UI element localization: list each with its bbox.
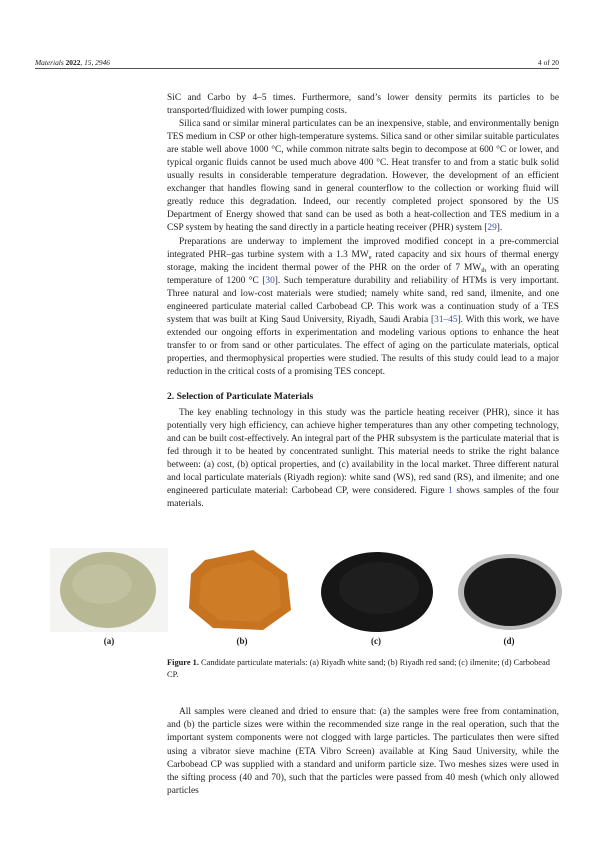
paragraph: Silica sand or similar mineral particulates can be an inexpensive, stable, and environmentally benign TES medium in CSP or other high-temperature systems. Silica sand or other similar suitable particulates are stable well above 1000 °C, while common nitrate salts begin to decompose at 600 °C or lower, and typical organic fluids cannot be used much above 400 °C. Heat transfer to and from a static bulk solid usually results in considerable temperature degradation. However, the development of an efficient exchanger that handles flowing sand in general counterflow to the collection or working fluid will greatly reduce this degradation. Indeed, our recently completed project sponsored by the US Department of Energy showed that sand can be used as both a heat-collection and TES medium in a CSP system by heating the sand directly in a particle heating receiver (PHR) system [29]. bbox=[167, 119, 559, 234]
subfigure-label: (d) bbox=[503, 636, 515, 646]
section-heading: 2. Selection of Particulate Materials bbox=[167, 391, 314, 403]
figure-1 bbox=[50, 548, 570, 644]
journal-citation: Materials 2022, 15, 2946 bbox=[35, 58, 110, 67]
figure-link[interactable]: 1 bbox=[448, 486, 453, 497]
ilmenite-photo bbox=[317, 548, 435, 632]
main-text bbox=[167, 92, 559, 511]
subfigure-label: (b) bbox=[236, 636, 248, 646]
running-header bbox=[35, 55, 559, 67]
carbobead-photo bbox=[450, 548, 568, 632]
subfigure-label: (c) bbox=[371, 636, 381, 646]
red-sand-photo bbox=[183, 548, 301, 632]
page-number: 4 of 20 bbox=[538, 58, 559, 67]
citation-link[interactable]: 30 bbox=[265, 275, 275, 286]
paragraph: All samples were cleaned and dried to ensure that: (a) the samples were free from contamination, and (b) the particle sizes were within the recommended size range in the real operation, such that the important system components were not clogged with large particles. The particulates then were sifted using a vibrator sieve machine (ETA Vibro Screen) available at King Saud University, while the Carbobead CP was supplied with a standard and uniform particle size. Two meshes sizes were used in the sifting process (40 and 70), such that the particles were passed from 40 mesh (which only allowed particles bbox=[167, 707, 559, 796]
paragraph: The key enabling technology in this study was the particle heating receiver (PHR), since it has potentially very high efficiency, can achieve higher temperatures than any other competing technology, and can be built cost-effectively. An integral part of the PHR subsystem is the particulate material that is fed through it to be heated by concentrated sunlight. This material needs to strike the right balance between: (a) cost, (b) optical properties, and (c) availability in the local market. Three different natural and local particulate materials (Riyadh region): white sand (WS), red sand (RS), and ilmenite; and one engineered particulate material: Carbobead CP, were considered. Figure 1 shows samples of the four materials. bbox=[167, 408, 559, 510]
subfigure-label: (a) bbox=[103, 636, 115, 646]
white-sand-photo bbox=[50, 548, 168, 632]
paragraph: Preparations are underway to implement the improved modified concept in a pre-commercial integrated PHR–gas turbine system with a 1.3 $MW_e$ rated capacity and six hours of thermal energy storage, making the incident thermal power of the PHR on the order of 7 $MW_{th}$ with an operating temperature of 1200 °C [30]. Such temperature durability and reliability of HTMs is very important. Three natural and low-cost materials were studied; namely white sand, red sand, ilmenite, and one engineered particulate material called Carbobead CP. This work was a continuation study of a TES system that was built at King Saud University, Riyadh, Saudi Arabia [31–45]. With this work, we have extended our ongoing efforts in experimentation and modeling various options to enhance the heat transfer to or from sand or other particulates. The effect of aging on the particulate materials, optical properties, and thermophysical properties were studied. The results of this study could lead to a major reduction in the critical costs of a promising TES concept. bbox=[167, 236, 560, 377]
figure-caption: Figure 1. Candidate particulate materials: (a) Riyadh white sand; (b) Riyadh red sand; (c) ilmenite; (d) Carbobead CP. bbox=[167, 658, 550, 679]
citation-link[interactable]: 29 bbox=[487, 223, 497, 234]
citation-link[interactable]: 31–45 bbox=[434, 314, 458, 325]
header-rule bbox=[35, 68, 559, 69]
main-text-continued bbox=[167, 697, 559, 807]
paragraph: SiC and Carbo by 4–5 times. Furthermore, sand’s lower density permits its particles to be transported/fluidized with lower pumping costs. bbox=[167, 93, 559, 117]
